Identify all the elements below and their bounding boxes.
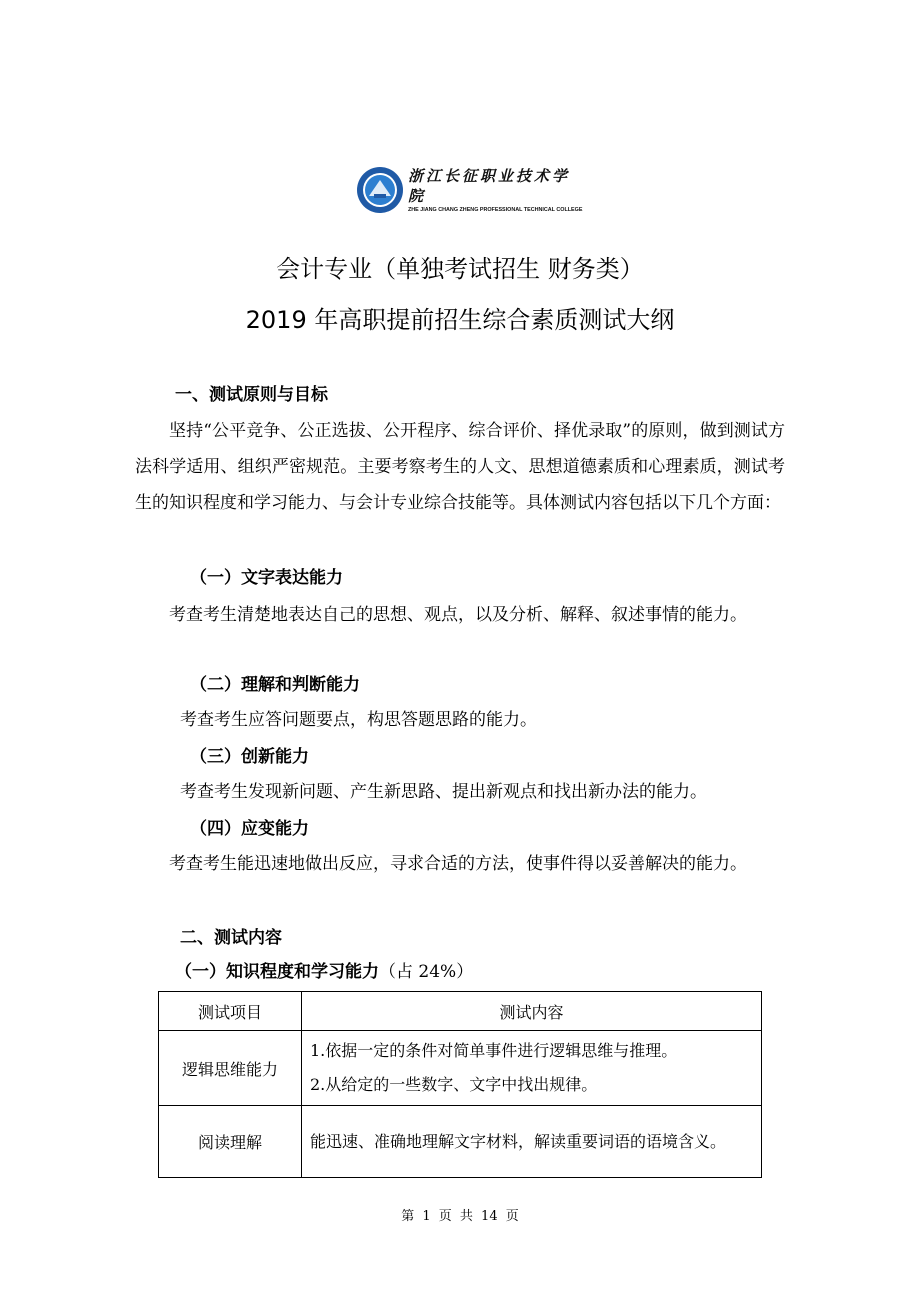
- table-cell-content: [302, 1106, 762, 1178]
- item4-text: 考查考生能迅速地做出反应，寻求合适的方法，使事件得以妥善解决的能力。: [169, 854, 747, 874]
- item2-heading: （二）理解和判断能力: [190, 675, 360, 695]
- item2-text: 考查考生应答问题要点，构思答题思路的能力。: [180, 710, 537, 730]
- content-line: 能迅速、准确地理解文字材料，解读重要词语的语境含义。: [310, 1131, 727, 1151]
- item3-text: 考查考生发现新问题、产生新思路、提出新观点和找出新办法的能力。: [180, 782, 707, 802]
- section2-heading: 二、测试内容: [180, 928, 282, 948]
- college-logo: [356, 166, 583, 214]
- item4-heading: （四）应变能力: [190, 819, 309, 839]
- item1-text: 考查考生清楚地表达自己的思想、观点，以及分析、解释、叙述事情的能力。: [169, 605, 747, 625]
- table-cell-content: [302, 1031, 762, 1106]
- content-line: 1.依据一定的条件对简单事件进行逻辑思维与推理。: [310, 1041, 678, 1060]
- college-emblem-icon: [356, 166, 404, 214]
- table-header-row: [159, 992, 762, 1031]
- table-row: [159, 1031, 762, 1106]
- table-header-content: 测试内容: [302, 992, 762, 1031]
- table-cell-item: 逻辑思维能力: [159, 1031, 302, 1106]
- sub-heading-note: （占 24%）: [379, 962, 474, 982]
- table-header-item: 测试项目: [159, 992, 302, 1031]
- document-title-line1: 会计专业（单独考试招生 财务类）: [276, 255, 644, 283]
- test-content-table: [158, 991, 762, 1178]
- page-number: 第 1 页 共 14 页: [401, 1209, 519, 1224]
- item1-heading: （一）文字表达能力: [190, 568, 343, 588]
- section2-sub-heading: [175, 960, 473, 984]
- logo-name-en: ZHE JIANG CHANG ZHENG PROFESSIONAL TECHNICAL COLLEGE: [408, 207, 583, 213]
- logo-name-cn: 浙江长征职业技术学院: [408, 167, 571, 205]
- table-cell-item: 阅读理解: [159, 1106, 302, 1178]
- item3-heading: （三）创新能力: [190, 747, 309, 767]
- document-title-line2: 2019 年高职提前招生综合素质测试大纲: [245, 306, 675, 334]
- section1-heading: 一、测试原则与目标: [175, 385, 328, 405]
- section1-intro: 坚持“公平竞争、公正选拔、公开程序、综合评价、择优录取”的原则，做到测试方法科学适用、组织严密规范。主要考察考生的人文、思想道德素质和心理素质，测试考生的知识程度和学习能力、与会计专业综合技能等。具体测试内容包括以下几个方面：: [135, 421, 785, 513]
- table-row: [159, 1106, 762, 1178]
- sub-heading-label: （一）知识程度和学习能力: [175, 962, 379, 982]
- content-line: 2.从给定的一些数字、文字中找出规律。: [310, 1075, 598, 1094]
